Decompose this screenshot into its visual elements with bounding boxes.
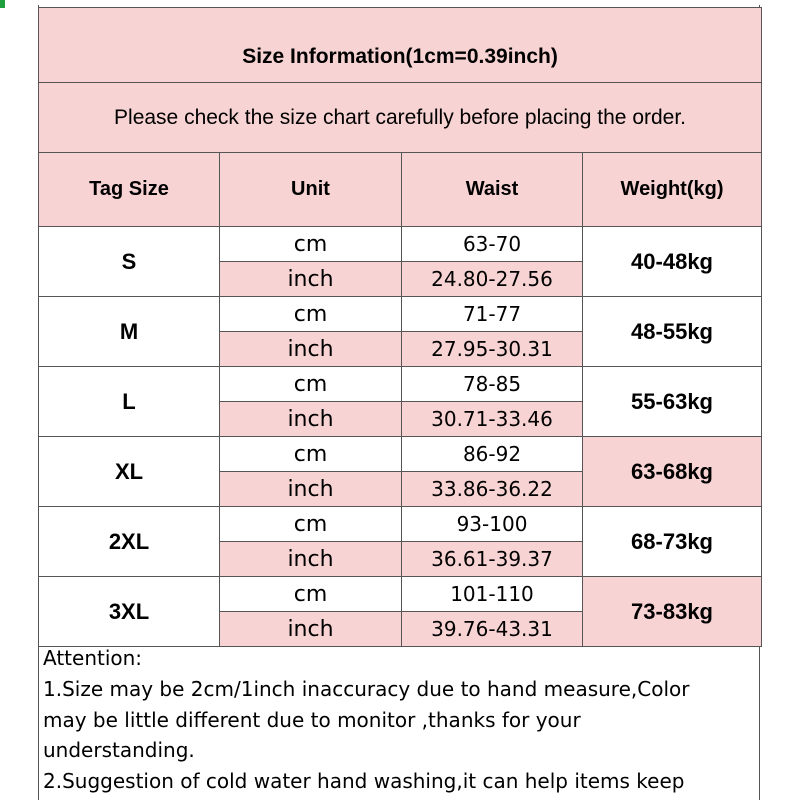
tag-size-cell: 3XL bbox=[39, 577, 220, 647]
waist-inch-cell: 39.76-43.31 bbox=[402, 612, 583, 647]
tag-size-cell: L bbox=[39, 367, 220, 437]
weight-cell: 48-55kg bbox=[583, 297, 762, 367]
attention-line: 2.Suggestion of cold water hand washing,it can help items keep bbox=[43, 768, 685, 793]
waist-cm-cell: 71-77 bbox=[402, 297, 583, 332]
unit-cm-cell: cm bbox=[220, 227, 402, 262]
size-row-cm bbox=[39, 577, 762, 612]
attention-line: 1.Size may be 2cm/1inch inaccuracy due to hand measure,Color bbox=[43, 677, 690, 701]
waist-cm-cell: 93-100 bbox=[402, 507, 583, 542]
header-unit: Unit bbox=[220, 153, 402, 227]
attention-line: may be little different due to monitor ,thanks for your bbox=[43, 707, 581, 732]
unit-inch-cell: inch bbox=[220, 542, 402, 577]
weight-cell: 55-63kg bbox=[583, 367, 762, 437]
waist-inch-cell: 24.80-27.56 bbox=[402, 262, 583, 297]
waist-cm-cell: 101-110 bbox=[402, 577, 583, 612]
tag-size-cell: M bbox=[39, 297, 220, 367]
unit-cm-cell: cm bbox=[220, 437, 402, 472]
chart-note: Please check the size chart carefully before placing the order. bbox=[39, 83, 762, 153]
waist-inch-cell: 27.95-30.31 bbox=[402, 332, 583, 367]
waist-cm-cell: 86-92 bbox=[402, 437, 583, 472]
chart-title: Size Information(1cm=0.39inch) bbox=[39, 8, 762, 83]
size-row-cm bbox=[39, 507, 762, 542]
unit-inch-cell: inch bbox=[220, 472, 402, 507]
header-waist: Waist bbox=[402, 153, 583, 227]
tag-size-cell: 2XL bbox=[39, 507, 220, 577]
unit-inch-cell: inch bbox=[220, 332, 402, 367]
weight-cell: 40-48kg bbox=[583, 227, 762, 297]
waist-inch-cell: 30.71-33.46 bbox=[402, 402, 583, 437]
unit-cm-cell: cm bbox=[220, 577, 402, 612]
weight-cell: 68-73kg bbox=[583, 507, 762, 577]
unit-cm-cell: cm bbox=[220, 367, 402, 402]
weight-cell: 63-68kg bbox=[583, 437, 762, 507]
unit-inch-cell: inch bbox=[220, 612, 402, 647]
weight-cell: 73-83kg bbox=[583, 577, 762, 647]
waist-inch-cell: 36.61-39.37 bbox=[402, 542, 583, 577]
size-row-cm bbox=[39, 437, 762, 472]
waist-inch-cell: 33.86-36.22 bbox=[402, 472, 583, 507]
attention-heading: Attention: bbox=[43, 646, 143, 670]
tag-size-cell: S bbox=[39, 227, 220, 297]
waist-cm-cell: 78-85 bbox=[402, 367, 583, 402]
attention-section bbox=[43, 648, 755, 796]
waist-cm-cell: 63-70 bbox=[402, 227, 583, 262]
tag-size-cell: XL bbox=[39, 437, 220, 507]
size-row-cm bbox=[39, 367, 762, 402]
size-row-cm bbox=[39, 227, 762, 262]
unit-cm-cell: cm bbox=[220, 507, 402, 542]
size-row-cm bbox=[39, 297, 762, 332]
unit-inch-cell: inch bbox=[220, 402, 402, 437]
unit-cm-cell: cm bbox=[220, 297, 402, 332]
unit-inch-cell: inch bbox=[220, 262, 402, 297]
header-tag-size: Tag Size bbox=[39, 153, 220, 227]
corner-mark bbox=[0, 0, 5, 8]
attention-line: understanding. bbox=[43, 738, 195, 762]
size-chart-table bbox=[38, 7, 762, 647]
header-weight: Weight(kg) bbox=[583, 153, 762, 227]
